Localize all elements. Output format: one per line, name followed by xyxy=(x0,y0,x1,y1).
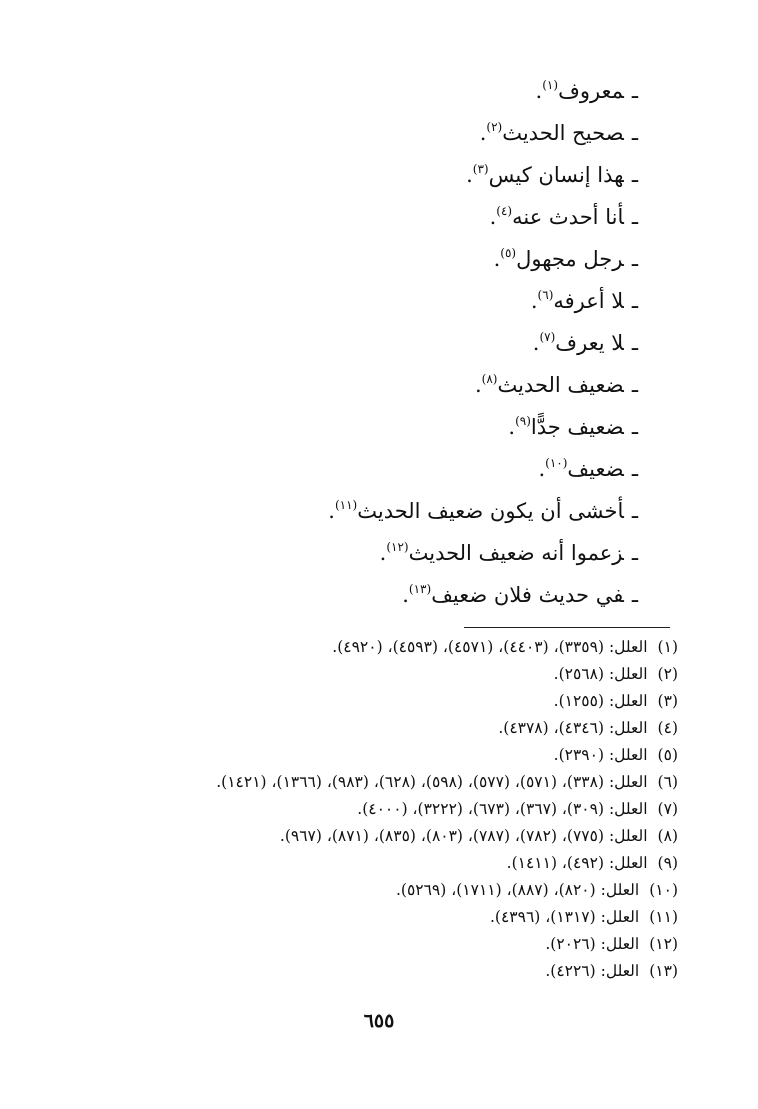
footnote xyxy=(58,796,678,823)
list-item-end: . xyxy=(508,415,516,439)
footnote xyxy=(58,823,678,850)
footnote-number: (٣) xyxy=(657,692,678,710)
footnotes xyxy=(58,634,678,985)
list-dash: ـ xyxy=(631,79,638,103)
list-dash: ـ xyxy=(631,121,638,145)
footnote-number: (١١) xyxy=(649,908,678,926)
list-item-end: . xyxy=(328,499,335,523)
list-item-end: . xyxy=(474,373,482,397)
footnote-marker: (٢) xyxy=(486,120,503,134)
list-item xyxy=(78,280,638,322)
list-item-end: . xyxy=(402,583,409,607)
list-item xyxy=(78,238,638,280)
footnote-number: (١) xyxy=(657,638,678,656)
list-item-end: . xyxy=(538,457,546,481)
list-item-end: . xyxy=(379,541,387,565)
list-item xyxy=(78,532,638,574)
list-item-text: أخشى أن يكون ضعيف الحديث xyxy=(357,499,624,523)
footnote-text: العلل: (١٣١٧)، (٤٣٩٦). xyxy=(490,908,640,926)
list-item xyxy=(78,70,638,112)
footnote xyxy=(58,661,678,688)
list-dash: ـ xyxy=(631,457,638,481)
list-item xyxy=(78,490,638,532)
footnote-marker: (١) xyxy=(542,78,559,92)
footnote-number: (١٣) xyxy=(649,962,678,980)
footnote xyxy=(58,715,678,742)
list-item-text: زعموا أنه ضعيف الحديث xyxy=(408,541,624,565)
footnote-marker: (٣) xyxy=(472,162,489,176)
footnote-text: العلل: (٤٢٢٦). xyxy=(545,962,640,980)
list-item-text: هذا إنسان كيس xyxy=(488,163,624,187)
footnote-number: (١٠) xyxy=(649,881,678,899)
list-item-end: . xyxy=(493,247,501,271)
footnote xyxy=(58,634,678,661)
list-item-text: أنا أحدث عنه xyxy=(512,205,624,229)
footnote-marker: (٩) xyxy=(515,414,531,428)
footnote-text: العلل: (٨٢٠)، (٨٨٧)، (١٧١١)، (٥٢٦٩). xyxy=(395,881,640,899)
footnote-text: العلل: (٧٧٥)، (٧٨٢)، (٧٨٧)، (٨٠٣)، (٨٣٥)، (٨٧١)، (٩٦٧). xyxy=(279,827,648,845)
list-dash: ـ xyxy=(631,499,638,523)
footnote xyxy=(58,877,678,904)
list-item-end: . xyxy=(489,205,497,229)
footnote-marker: (١٣) xyxy=(408,582,432,596)
list-item-end: . xyxy=(466,163,473,187)
main-list xyxy=(78,70,638,616)
footnote-text: العلل: (٤٣٤٦)، (٤٣٧٨). xyxy=(498,719,648,737)
list-item-text: لا أعرفه xyxy=(553,289,624,313)
footnote-marker: (٨) xyxy=(481,372,498,386)
footnote xyxy=(58,769,678,796)
list-dash: ـ xyxy=(631,205,638,229)
footnote-text: العلل: (٢٣٩٠). xyxy=(553,746,648,764)
footnote-marker: (١٠) xyxy=(545,456,568,470)
list-item-text: صحيح الحديث xyxy=(502,121,624,145)
footnote xyxy=(58,904,678,931)
footnote xyxy=(58,742,678,769)
footnote-marker: (٤) xyxy=(496,204,513,218)
footnote-number: (١٢) xyxy=(649,935,678,953)
list-item xyxy=(78,574,638,616)
footnote-text: العلل: (٢٥٦٨). xyxy=(553,665,648,683)
footnote-text: العلل: (٣٣٥٩)، (٤٤٠٣)، (٤٥٧١)، (٤٥٩٣)، (٤٩٢٠). xyxy=(332,638,648,656)
footnote-text: العلل: (٣٠٩)، (٣٦٧)، (٦٧٣)، (٣٢٢٢)، (٤٠٠٠). xyxy=(357,800,648,818)
footnote-number: (٢) xyxy=(657,665,678,683)
list-item-end: . xyxy=(479,121,487,145)
footnote xyxy=(58,958,678,985)
list-item xyxy=(78,364,638,406)
list-item xyxy=(78,406,638,448)
list-dash: ـ xyxy=(631,583,638,607)
footnote-number: (٩) xyxy=(657,854,678,872)
list-item-end: . xyxy=(535,79,543,103)
footnote-marker: (١٢) xyxy=(386,540,409,554)
footnote-number: (٦) xyxy=(657,773,678,791)
list-item xyxy=(78,322,638,364)
page-number: ٦٥٥ xyxy=(363,1010,395,1032)
list-item xyxy=(78,196,638,238)
list-item-text: في حديث فلان ضعيف xyxy=(431,583,624,607)
list-dash: ـ xyxy=(631,331,638,355)
footnote-marker: (١١) xyxy=(334,498,358,512)
footnote xyxy=(58,850,678,877)
footnote-number: (٨) xyxy=(657,827,678,845)
list-item-text: معروف xyxy=(558,79,624,103)
footnote-marker: (٥) xyxy=(500,246,517,260)
footnote-number: (٧) xyxy=(657,800,678,818)
list-item-text: رجل مجهول xyxy=(516,247,624,271)
list-dash: ـ xyxy=(631,373,638,397)
list-item-text: ضعيف الحديث xyxy=(497,373,624,397)
footnote xyxy=(58,931,678,958)
footnote-marker: (٧) xyxy=(539,330,556,344)
list-dash: ـ xyxy=(631,415,638,439)
list-item xyxy=(78,448,638,490)
list-item-end: . xyxy=(532,331,540,355)
list-item xyxy=(78,154,638,196)
footnote-separator xyxy=(464,627,670,628)
list-item xyxy=(78,112,638,154)
list-dash: ـ xyxy=(631,163,638,187)
list-item-end: . xyxy=(530,289,538,313)
footnote-number: (٥) xyxy=(657,746,678,764)
footnote-text: العلل: (١٢٥٥). xyxy=(553,692,648,710)
list-item-text: لا يعرف xyxy=(555,331,624,355)
footnote-text: العلل: (٣٣٨)، (٥٧١)، (٥٧٧)، (٥٩٨)، (٦٢٨)، (٩٨٣)، (١٣٦٦)، (١٤٢١). xyxy=(216,773,648,791)
footnote-text: العلل: (٤٩٢)، (١٤١١). xyxy=(506,854,648,872)
list-dash: ـ xyxy=(631,289,638,313)
footnote-number: (٤) xyxy=(657,719,678,737)
footnote xyxy=(58,688,678,715)
list-item-text: ضعيف جدًّا xyxy=(530,415,624,439)
list-dash: ـ xyxy=(631,247,638,271)
footnote-text: العلل: (٢٠٢٦). xyxy=(545,935,640,953)
footnote-marker: (٦) xyxy=(537,288,554,302)
list-item-text: ضعيف xyxy=(567,457,624,481)
list-dash: ـ xyxy=(631,541,638,565)
